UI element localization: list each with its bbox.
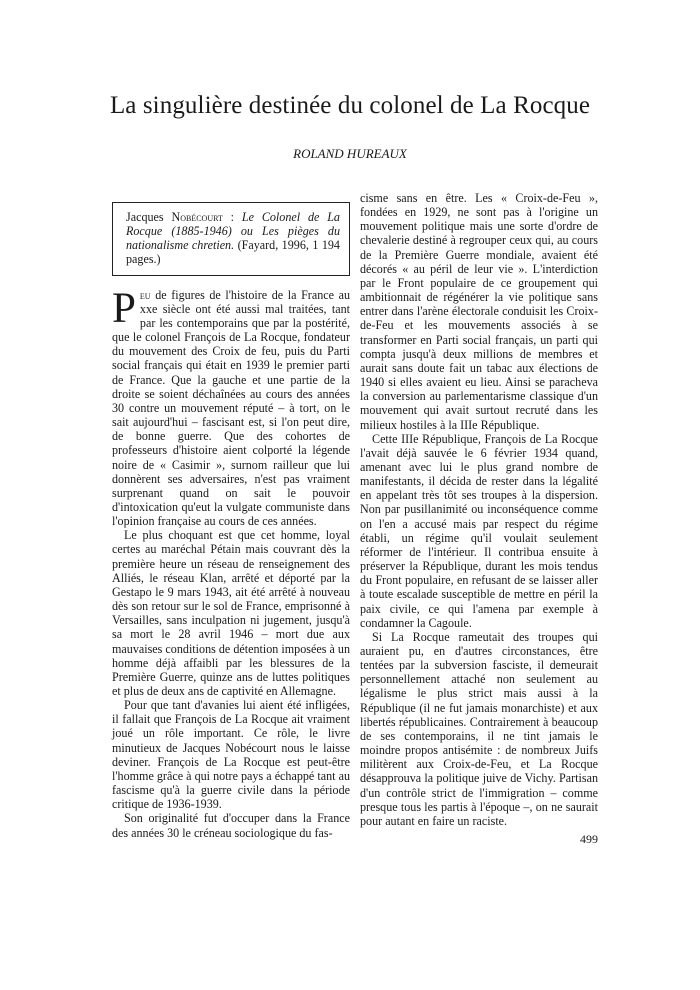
right-column	[360, 191, 598, 828]
paragraph-6: Si La Rocque rameutait des troupes qui auraient pu, en d'autres circonstances, être tentées par la subversion fasciste, il demeurait personnellement attaché non seulement au légalisme le plus strict mais aussi à la République (il ne fut jamais monarchiste) et aux libertés républicaines. Contrairement à beaucoup de ses contemporains, il ne tint jamais le moindre propos antisémite : de nombreux Juifs militèrent aux Croix-de-Feu, et La Rocque désapprouva la politique juive de Vichy. Partisan d'un contrôle strict de l'immigration – comme presque tous les partis à l'époque –, on ne saurait pour autant en faire un raciste.	[360, 629, 598, 828]
paragraph-3: Pour que tant d'avanies lui aient été infligées, il fallait que François de La Rocque ait vraiment joué un rôle important. Ce rôle, le livre minutieux de Jacques Nobécourt nous le laisse deviner. François de La Rocque est peut-être l'homme grâce à qui notre pays a échappé tant au fascisme qu'à la guerre civile dans la période critique de 1936-1939.	[112, 698, 350, 812]
article-title: La singulière destinée du colonel de La Rocque	[109, 92, 591, 119]
review-book-title: Le Colonel de La Rocque (1885-1946) ou Les pièges du nationalisme chretien.	[126, 210, 340, 253]
paragraph-5: Cette IIIe République, François de La Rocque l'avait déjà sauvée le 6 février 1934 quand, amenant avec lui le plus grand nombre de manifestants, il décida de rester dans la légalité en appelant très tôt ses troupes à la dispersion. Non par pusillanimité ou inconséquence comme on l'en a accusé mais par respect du régime établi, un régime qu'il voulait seulement réformer de l'intérieur. Il contribua ensuite à préserver la République, durant les mois tendus du Front populaire, en refusant de se laisser aller à toute escalade susceptible de mettre en péril la paix civile, ce qui l'amena par exemple à condamner la Cagoule.	[360, 431, 598, 630]
review-publisher-info: (Fayard, 1996, 1 194 pages.)	[126, 238, 340, 267]
paragraph-2: Le plus choquant est que cet homme, loyal certes au maréchal Pétain mais couvrant dès la première heure un réseau de renseignement des Alliés, le réseau Klan, arrêté et déporté par la Gestapo le 9 mars 1943, ait été arrêté à nouveau dès son retour sur le sol de France, emprisonné à Versailles, sans inculpation ni jugement, jusqu'à sa mort le 28 avril 1946 – mort due aux mauvaises conditions de détention imposées à un homme déjà affaibli par les blessures de la Première Guerre, quinze ans de luttes politiques et plus de deux ans de captivité en Allemagne.	[112, 528, 350, 698]
paragraph-1-lead: eu	[139, 287, 151, 302]
paragraph-1	[112, 284, 350, 529]
left-column	[112, 202, 350, 840]
book-review-box: Jacques Nobécourt : Le Colonel de La Rocque (1885-1946) ou Les pièges du nationalisme chretien. (Fayard, 1996, 1 194 pages.)	[112, 202, 350, 276]
review-author-name: Jacques	[126, 210, 164, 224]
drop-cap: P	[112, 284, 136, 332]
paragraph-4-continued: cisme sans en être. Les « Croix-de-Feu », fondées en 1929, ne sont pas à l'origine un mouvement politique mais une sorte d'ordre de chevalerie destiné à regrouper ceux qui, au cours de la Première Guerre mondiale, avaient été décorés « au péril de leur vie ». L'interdiction par le Front populaire de ce groupement qui ambitionnait de régénérer la vie politique sans entrer dans l'arène électorale conduisit les Croix-de-Feu et les mouvements associés à se transformer en Parti social français, un parti qui compta jusqu'à deux millions de membres et aurait sans doute fait un tabac aux élections de 1940 si elles avaient eu lieu. Ainsi se paracheva la conversion au parlementarisme classique d'un mouvement qui avait surtout recruté dans les milieux hostiles à la IIIe République.	[360, 191, 598, 432]
review-author-surname: Nobécourt	[171, 210, 223, 224]
paragraph-4-start: Son originalité fut d'occuper dans la France des années 30 le créneau sociologique du fas-	[112, 811, 350, 840]
paragraph-1-text: de figures de l'histoire de la France au xxe siècle ont été aussi mal traitées, tant par les contemporains que par la postérité, que le colonel François de La Rocque, fondateur du mouvement des Croix de feu, puis du Parti social français qui était en 1939 le premier parti de France. Que la gauche et une partie de la droite se soient déchaînées au cours des années 30 contre un mouvement réputé – à tort, on le sait aujourd'hui – fascisant est, si l'on peut dire, de bonne guerre. Que des cohortes de professeurs d'histoire aient colporté la légende noire de « Casimir », surnom railleur que lui donnèrent ses adversaires, n'est pas vraiment surprenant quand on sait le pouvoir d'intoxication qu'eut la vulgate communiste dans l'opinion française au cours de ces années.	[112, 287, 350, 529]
article-author: ROLAND HUREAUX	[293, 146, 407, 161]
page-number: 499	[580, 832, 598, 846]
